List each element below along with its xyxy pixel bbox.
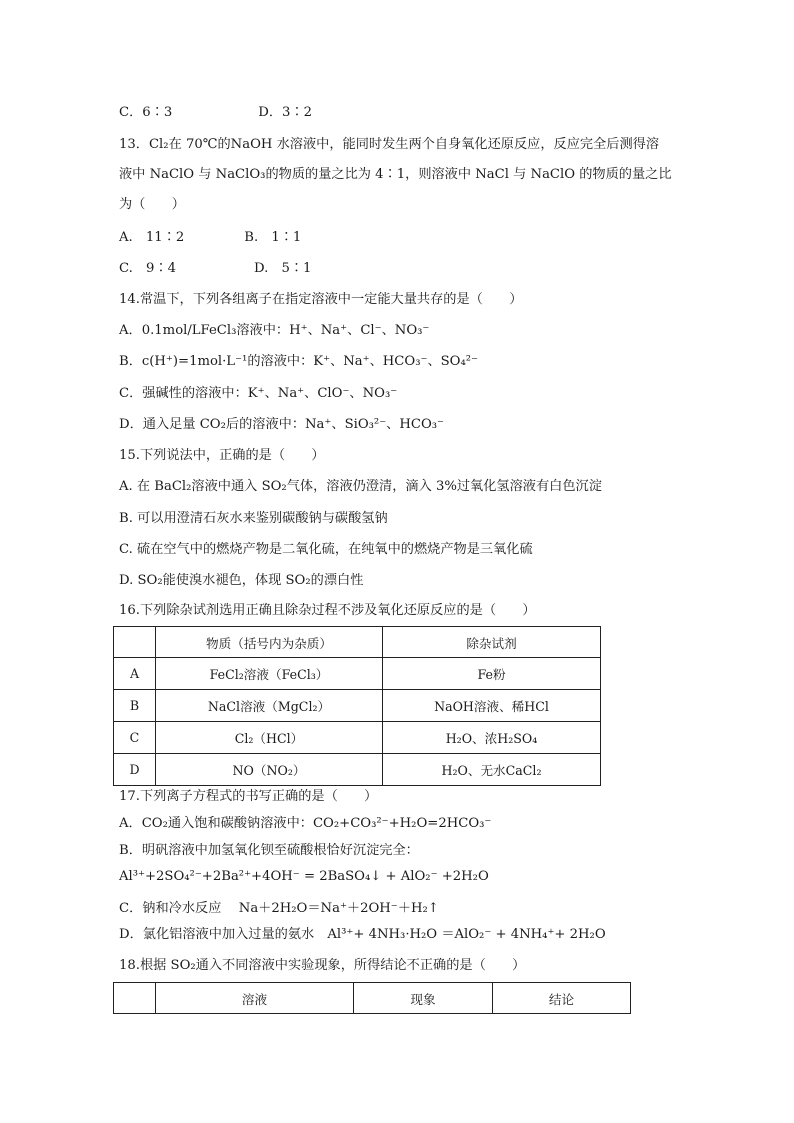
table-header-cell — [114, 983, 156, 1014]
q15-option-a: A. 在 BaCl₂溶液中通入 SO₂气体，溶液仍澄清，滴入 3%过氧化氢溶液有白色沉淀 — [119, 479, 602, 494]
q16-table — [113, 626, 601, 786]
table-header-cell — [114, 627, 156, 658]
q13-options-ab — [119, 229, 301, 247]
q13-stem-line1: 13．Cl₂在 70℃的NaOH 水溶液中，能同时发生两个自身氧化还原反应，反应完全后测得溶 — [119, 137, 660, 152]
q12-options-cd — [119, 104, 312, 122]
q13-option-b: B. 1∶1 — [244, 230, 302, 245]
table-cell: H₂O、浓H₂SO₄ — [383, 722, 601, 754]
table-header-cell: 溶液 — [156, 983, 354, 1014]
table-row — [114, 754, 601, 786]
q15-option-c: C. 硫在空气中的燃烧产物是二氧化硫，在纯氧中的燃烧产物是三氧化硫 — [119, 542, 533, 557]
table-cell: NO（NO₂） — [156, 754, 383, 786]
q17-option-b: B．明矾溶液中加氢氧化钡至硫酸根恰好沉淀完全： — [119, 843, 419, 858]
table-cell: B — [114, 690, 156, 722]
table-cell: NaCl溶液（MgCl₂） — [156, 690, 383, 722]
q15-option-b: B. 可以用澄清石灰水来鉴别碳酸钠与碳酸氢钠 — [119, 511, 388, 526]
table-row — [114, 690, 601, 722]
q13-option-a: A. 11∶2 — [119, 230, 185, 245]
q13-option-d: D. 5∶1 — [253, 261, 312, 276]
q15-option-d: D. SO₂能使溴水褪色，体现 SO₂的漂白性 — [119, 573, 364, 588]
q13-options-cd — [119, 260, 311, 278]
q15-stem: 15.下列说法中，正确的是（ ） — [119, 448, 325, 463]
table-header-cell: 结论 — [493, 983, 631, 1014]
table-cell: Fe粉 — [383, 658, 601, 690]
q12-option-c: C．6∶3 — [119, 105, 173, 120]
table-row — [114, 722, 601, 754]
table-cell: D — [114, 754, 156, 786]
q14-option-c: C．强碱性的溶液中：K⁺、Na⁺、ClO⁻、NO₃⁻ — [119, 386, 398, 401]
table-cell: FeCl₂溶液（FeCl₃） — [156, 658, 383, 690]
table-cell: H₂O、无水CaCl₂ — [383, 754, 601, 786]
table-header-cell: 现象 — [354, 983, 493, 1014]
table-row — [114, 658, 601, 690]
q13-option-c: C. 9∶4 — [119, 261, 176, 276]
table-header-cell: 除杂试剂 — [383, 627, 601, 658]
table-cell: C — [114, 722, 156, 754]
q14-option-d: D．通入足量 CO₂后的溶液中：Na⁺、SiO₃²⁻、HCO₃⁻ — [119, 417, 444, 432]
q17-stem: 17.下列离子方程式的书写正确的是（ ） — [119, 789, 378, 804]
q17-option-a: A．CO₂通入饱和碳酸钠溶液中：CO₂+CO₃²⁻+H₂O=2HCO₃⁻ — [119, 816, 492, 831]
q14-option-b: B．c(H⁺)=1mol·L⁻¹的溶液中：K⁺、Na⁺、HCO₃⁻、SO₄²⁻ — [119, 354, 479, 369]
q14-option-a: A．0.1mol/LFeCl₃溶液中：H⁺、Na⁺、Cl⁻、NO₃⁻ — [119, 323, 430, 338]
q17-option-d: D．氯化铝溶液中加入过量的氨水 Al³⁺+ 4NH₃·H₂O ＝AlO₂⁻ + 4NH₄⁺+ 2H₂O — [119, 927, 606, 942]
table-header-row — [114, 627, 601, 658]
q12-option-d: D．3∶2 — [258, 105, 312, 120]
table-cell: A — [114, 658, 156, 690]
q18-stem: 18.根据 SO₂通入不同溶液中实验现象，所得结论不正确的是（ ） — [119, 958, 526, 973]
q18-table — [113, 982, 631, 1014]
q17-option-b-equation: Al³⁺+2SO₄²⁻+2Ba²⁺+4OH⁻ = 2BaSO₄↓ + AlO₂⁻ +2H₂O — [119, 869, 489, 884]
q16-stem: 16.下列除杂试剂选用正确且除杂过程不涉及氧化还原反应的是（ ） — [119, 603, 536, 618]
table-header-row — [114, 983, 631, 1014]
q13-stem-line2: 液中 NaClO 与 NaClO₃的物质的量之比为 4∶1，则溶液中 NaCl 与 NaClO 的物质的量之比 — [119, 167, 672, 182]
table-header-cell: 物质（括号内为杂质） — [156, 627, 383, 658]
q17-option-c: C．钠和冷水反应 Na＋2H₂O＝Na⁺＋2OH⁻＋H₂↑ — [119, 901, 439, 916]
table-cell: Cl₂（HCl） — [156, 722, 383, 754]
table-cell: NaOH溶液、稀HCl — [383, 690, 601, 722]
q14-stem: 14.常温下，下列各组离子在指定溶液中一定能大量共存的是（ ） — [119, 292, 523, 307]
q13-stem-line3: 为（ ） — [119, 197, 185, 212]
